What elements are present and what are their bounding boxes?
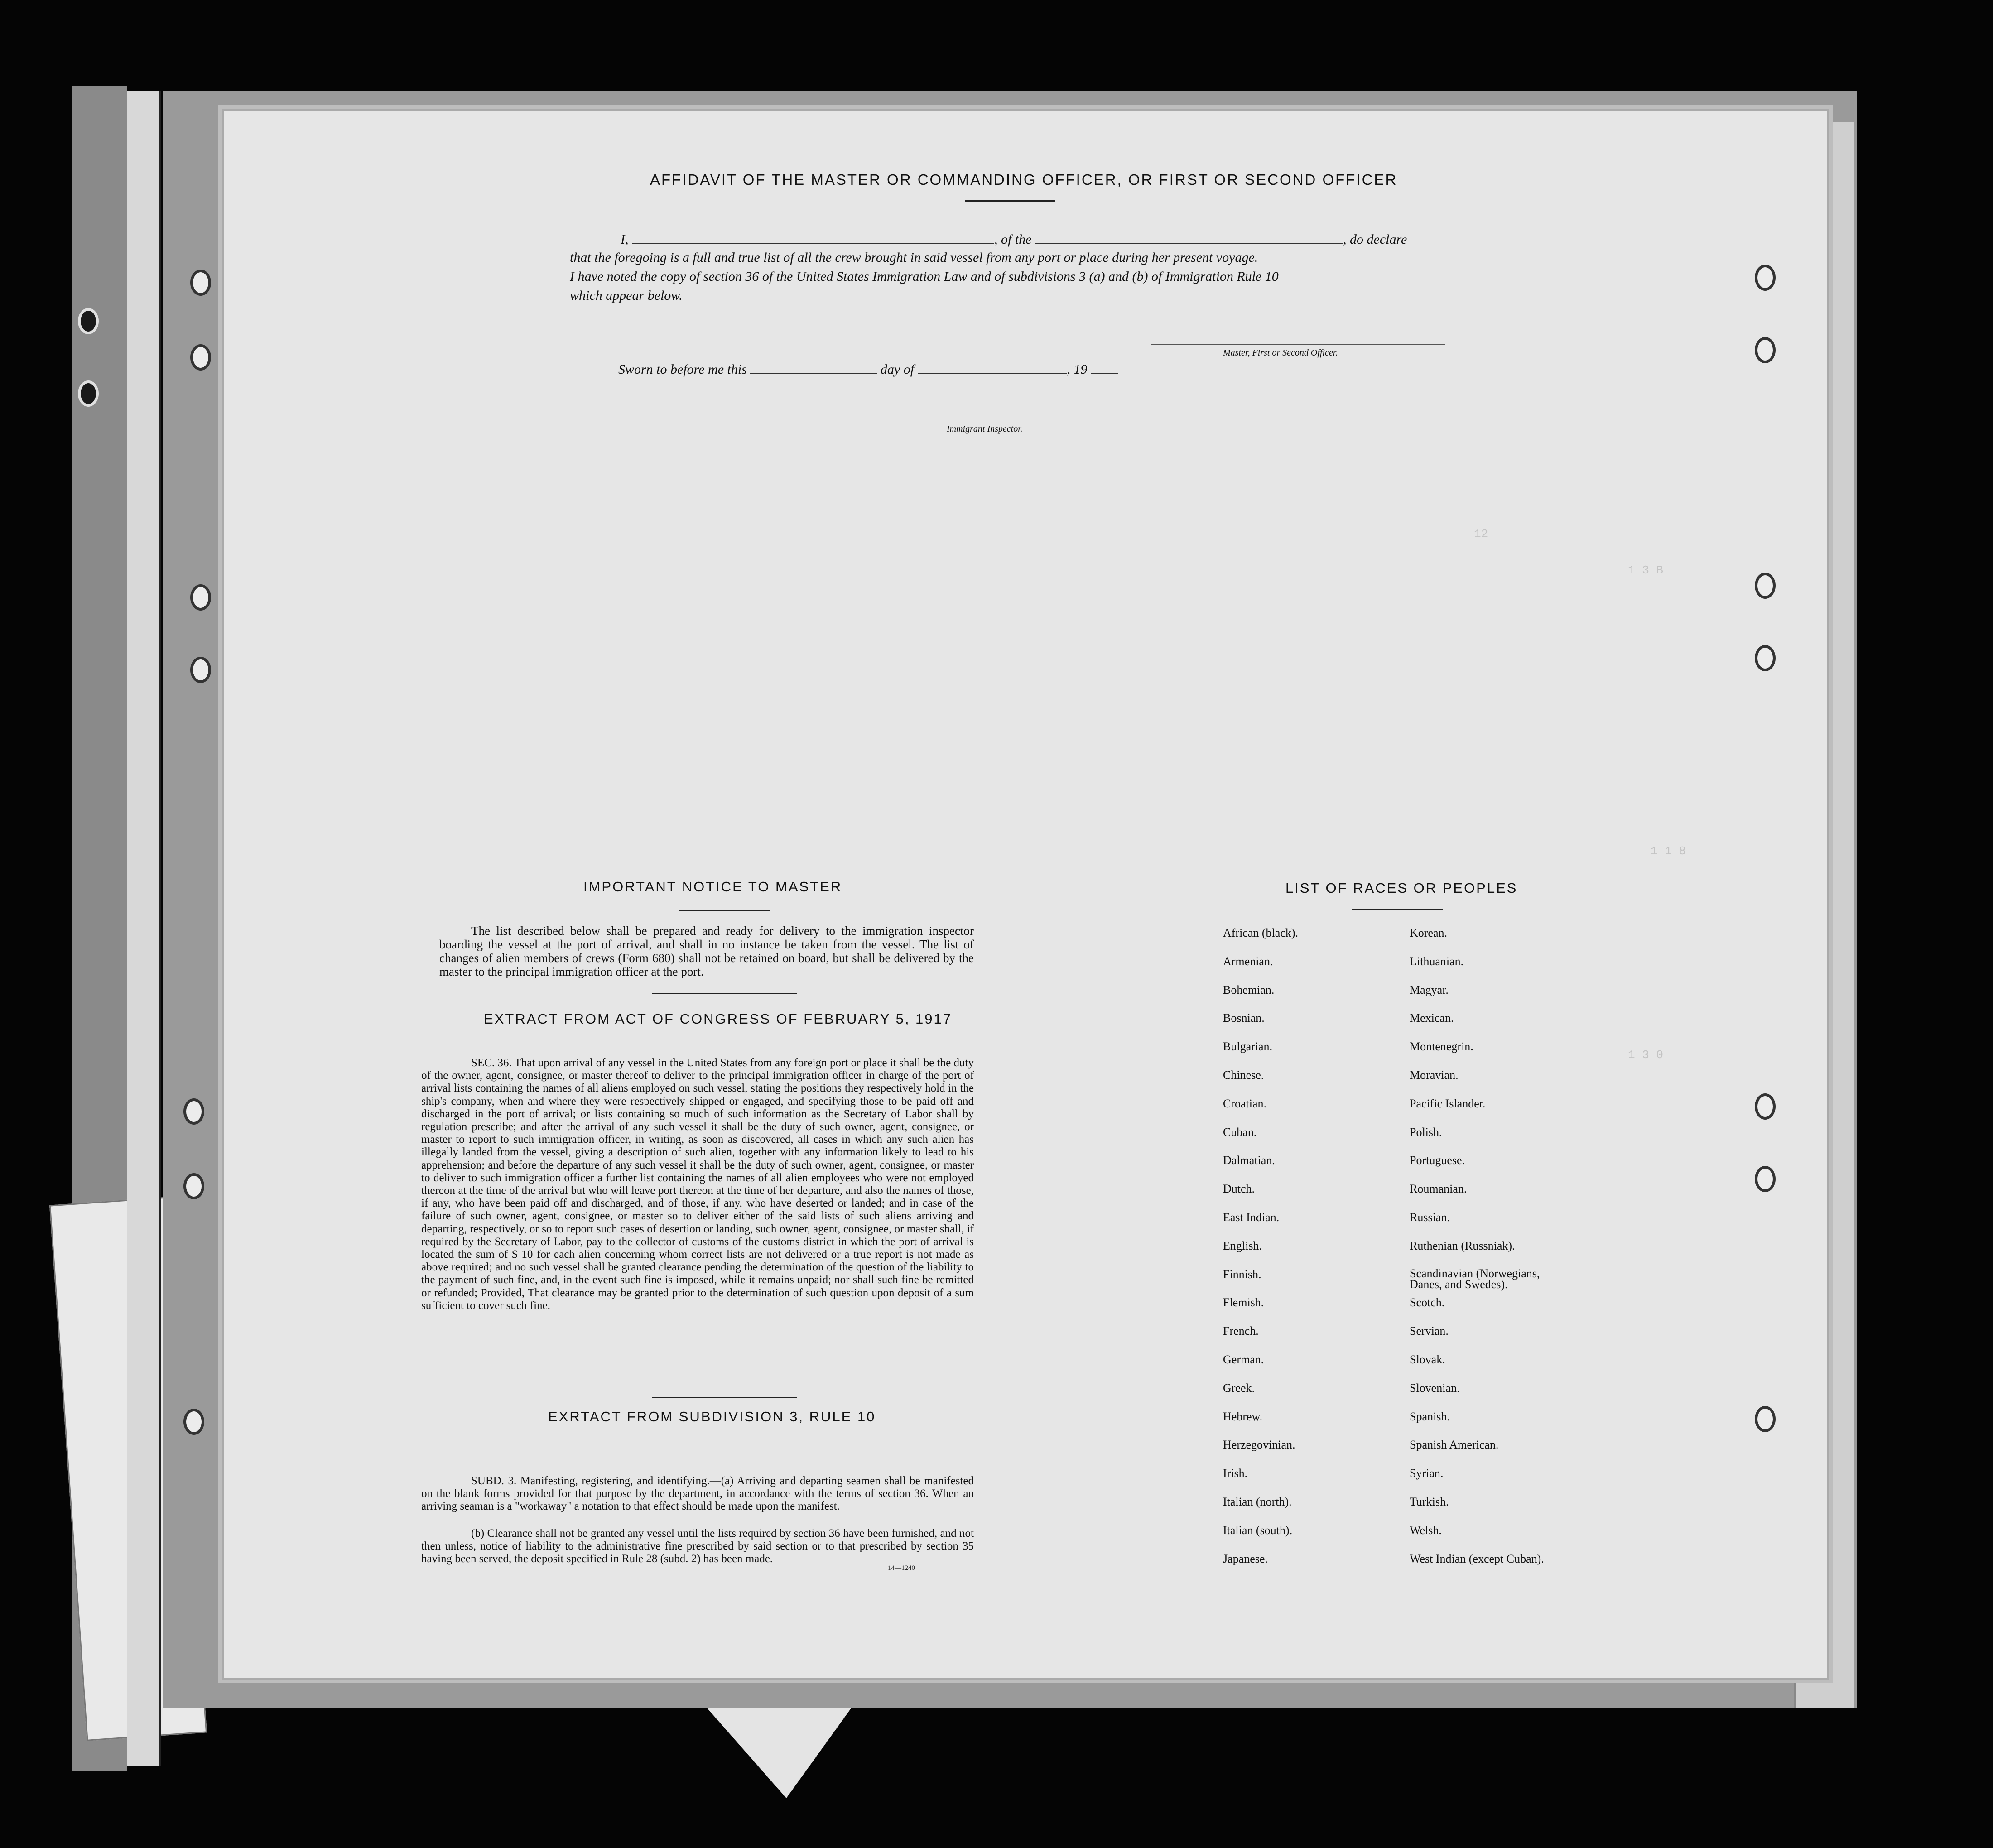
binder-hole <box>78 308 99 334</box>
race-right-item: Spanish American. <box>1410 1438 1499 1452</box>
act-title: EXTRACT FROM ACT OF CONGRESS OF FEBRUARY 5, 1917 <box>484 1011 953 1027</box>
punch-hole <box>1755 337 1776 363</box>
sworn-month-blank[interactable] <box>918 361 1067 374</box>
race-left-item: African (black). <box>1223 926 1299 939</box>
binder-hole <box>78 380 99 407</box>
race-right-item: Korean. <box>1410 926 1448 939</box>
race-right-item: Portuguese. <box>1410 1154 1465 1167</box>
race-left-item: French. <box>1223 1324 1259 1338</box>
race-right-item: Servian. <box>1410 1324 1449 1338</box>
notice-body: The list described below shall be prepared and ready for delivery to the immigration inspector boarding the vessel at the port of arrival, and shall in no instance be taken from the vessel. The list of changes of alien members of crews (Form 680) shall not be retained on board, but shall be delivered by the master to the principal immigration officer at the port. <box>439 924 974 978</box>
affidavit-line-2: that the foregoing is a full and true list of all the crew brought in said vessel from any port or place during her present voyage. <box>570 250 1258 265</box>
affidavit-of-the: , of the <box>994 232 1032 247</box>
punch-hole <box>1755 265 1776 291</box>
race-left-item: Japanese. <box>1223 1552 1268 1565</box>
master-signature-line[interactable] <box>1151 344 1445 345</box>
race-right-item: Scandinavian (Norwegians, Danes, and Swedes). <box>1410 1266 1540 1291</box>
race-left-item: English. <box>1223 1239 1262 1252</box>
race-left-item: Herzegovinian. <box>1223 1438 1295 1452</box>
sworn-prefix: Sworn to before me this <box>618 362 747 377</box>
race-right-item: Roumanian. <box>1410 1182 1467 1196</box>
rule-paragraph-a: SUBD. 3. Manifesting, registering, and identifying.—(a) Arriving and departing seamen shall be manifested on the blank forms provided for that purpose by the department, in accordance with the terms of section 36. When an arriving seaman is a "workaway" a notation to that effect should be made upon the manifest. <box>421 1475 974 1512</box>
binder-hole <box>190 344 211 371</box>
race-left-item: Flemish. <box>1223 1296 1264 1309</box>
race-left-item: Dalmatian. <box>1223 1154 1275 1167</box>
race-right-item: West Indian (except Cuban). <box>1410 1552 1544 1565</box>
race-right-item: Russian. <box>1410 1211 1450 1224</box>
sworn-day-of: day of <box>880 362 915 377</box>
race-left-item: Chinese. <box>1223 1068 1264 1082</box>
affidavit-declare: , do declare <box>1343 232 1407 247</box>
master-caption: Master, First or Second Officer. <box>1223 348 1338 358</box>
race-right-item: Moravian. <box>1410 1068 1459 1082</box>
race-left-item: Cuban. <box>1223 1125 1257 1139</box>
sworn-day-blank[interactable] <box>750 361 877 374</box>
race-right-item: Slovak. <box>1410 1353 1445 1366</box>
race-left-item: Bulgarian. <box>1223 1040 1273 1054</box>
race-right-item: Lithuanian. <box>1410 954 1464 968</box>
race-left-item: Italian (north). <box>1223 1495 1292 1508</box>
rule-title: EXRTACT FROM SUBDIVISION 3, RULE 10 <box>548 1409 876 1424</box>
race-left-item: German. <box>1223 1353 1264 1366</box>
punch-hole <box>1755 1166 1776 1192</box>
act-body: SEC. 36. That upon arrival of any vessel in the United States from any foreign port or place it shall be the duty of the owner, agent, consignee, or master thereof to deliver to the principal immigration officer in charge of the port of arrival lists containing the names of all aliens employed on such vessel, stating the positions they respectively hold in the ship's company, when and where they were respectively shipped or engaged, and specifying those to be paid off and discharged in the port of arrival; or lists containing so much of such information as the Secretary of Labor shall by regulation prescribe; and after the arrival of any such vessel it shall be the duty of such owner, agent, consignee, or master to report to such immigration officer, in writing, as soon as discovered, all cases in which any such alien has illegally landed from the vessel, giving a description of such alien, together with any information likely to lead to his apprehension; and before the departure of any such vessel it shall be the duty of such owner, agent, consignee, or master to deliver to such immigration officer a further list containing the names of all alien employees who were not employed thereon at the time of the arrival but who will leave port thereon at the time of her departure, and also the names of those, if any, who have been paid off and discharged, and of those, if any, who have deserted or landed; and in case of the failure of such owner, agent, consignee, or master so to deliver either of the said lists of such aliens arriving and departing, respectively, or so to report such cases of desertion or landing, such owner, agent, consignee, or master shall, if required by the Secretary of Labor, pay to the collector of customs of the customs district in which the port of arrival is located the sum of $ 10 for each alien concerning whom correct lists are not delivered or a true report is not made as above required; and no such vessel shall be granted clearance pending the determination of the question of the liability to the payment of such fine, and, in the event such fine is imposed, while it remains unpaid; nor shall such fine be remitted or refunded; Provided, That clearance may be granted prior to the determination of such question upon deposit of a sum sufficient to cover such fine. <box>421 1057 974 1312</box>
binder-hole <box>190 584 211 611</box>
binder-hole <box>190 270 211 296</box>
race-right-item: Magyar. <box>1410 983 1449 996</box>
section-divider <box>652 1397 797 1398</box>
section-divider <box>652 993 797 994</box>
binder-hole <box>183 1409 204 1435</box>
race-left-item: Finnish. <box>1223 1267 1261 1281</box>
race-left-item: Greek. <box>1223 1381 1255 1395</box>
race-left-item: Irish. <box>1223 1467 1248 1480</box>
binder-hole <box>190 657 211 683</box>
punch-hole <box>1755 645 1776 671</box>
affidavit-title: AFFIDAVIT OF THE MASTER OR COMMANDING OFFICER, OR FIRST OR SECOND OFFICER <box>650 171 1398 188</box>
race-left-item: East Indian. <box>1223 1211 1280 1224</box>
race-right-item: Syrian. <box>1410 1467 1444 1480</box>
race-left-item: Bosnian. <box>1223 1011 1265 1025</box>
race-left-item: Hebrew. <box>1223 1410 1263 1423</box>
race-right-item: Slovenian. <box>1410 1381 1460 1395</box>
rule-paragraph-b: (b) Clearance shall not be granted any vessel until the lists required by section 36 have been furnished, and not then unless, notice of liability to the administrative fine prescribed by said section or to that prescribed by section 35 having been served, the deposit specified in Rule 28 (subd. 2) has been made. <box>421 1527 974 1565</box>
race-left-item: Croatian. <box>1223 1097 1267 1110</box>
race-right-item: Pacific Islander. <box>1410 1097 1486 1110</box>
notice-rule <box>679 910 770 911</box>
vessel-blank[interactable] <box>1035 231 1343 244</box>
race-left-item: Bohemian. <box>1223 983 1275 996</box>
affidavit-i: I, <box>621 232 629 247</box>
affidavit-line-3: I have noted the copy of section 36 of the United States Immigration Law and of subdivisions 3 (a) and (b) of Immigration Rule 10 <box>570 269 1279 284</box>
race-right-item: Welsh. <box>1410 1523 1442 1537</box>
binder-hole <box>183 1173 204 1199</box>
affidavit-page: 12 1 3 B 1 1 8 1 3 0 <box>222 109 1829 1680</box>
punch-hole <box>1755 1093 1776 1120</box>
races-title: LIST OF RACES OR PEOPLES <box>1285 880 1518 896</box>
inspector-caption: Immigrant Inspector. <box>947 424 1023 434</box>
race-right-item: Scotch. <box>1410 1296 1445 1309</box>
race-right-item: Polish. <box>1410 1125 1442 1139</box>
affidavit-declaration-line <box>621 231 1407 247</box>
punch-hole <box>1755 573 1776 599</box>
sworn-year-blank[interactable] <box>1091 361 1118 374</box>
punch-hole <box>1755 1406 1776 1432</box>
form-number: 14—1240 <box>888 1564 915 1572</box>
race-right-item: Turkish. <box>1410 1495 1449 1508</box>
name-blank[interactable] <box>632 231 994 244</box>
binder-spine <box>127 91 161 1766</box>
races-rule <box>1352 909 1443 910</box>
race-left-item: Dutch. <box>1223 1182 1255 1196</box>
title-rule <box>965 200 1055 202</box>
race-left-item: Armenian. <box>1223 954 1273 968</box>
paper-tab <box>707 1708 852 1798</box>
affidavit-line-4: which appear below. <box>570 288 683 303</box>
race-left-item: Italian (south). <box>1223 1523 1293 1537</box>
binder-hole <box>183 1098 204 1125</box>
race-right-item: Ruthenian (Russniak). <box>1410 1239 1515 1252</box>
notice-title: IMPORTANT NOTICE TO MASTER <box>583 879 842 895</box>
race-right-item: Spanish. <box>1410 1410 1450 1423</box>
sworn-year: , 19 <box>1067 362 1088 377</box>
race-right-item: Mexican. <box>1410 1011 1454 1025</box>
sworn-line <box>618 361 1118 377</box>
race-right-item: Montenegrin. <box>1410 1040 1473 1054</box>
